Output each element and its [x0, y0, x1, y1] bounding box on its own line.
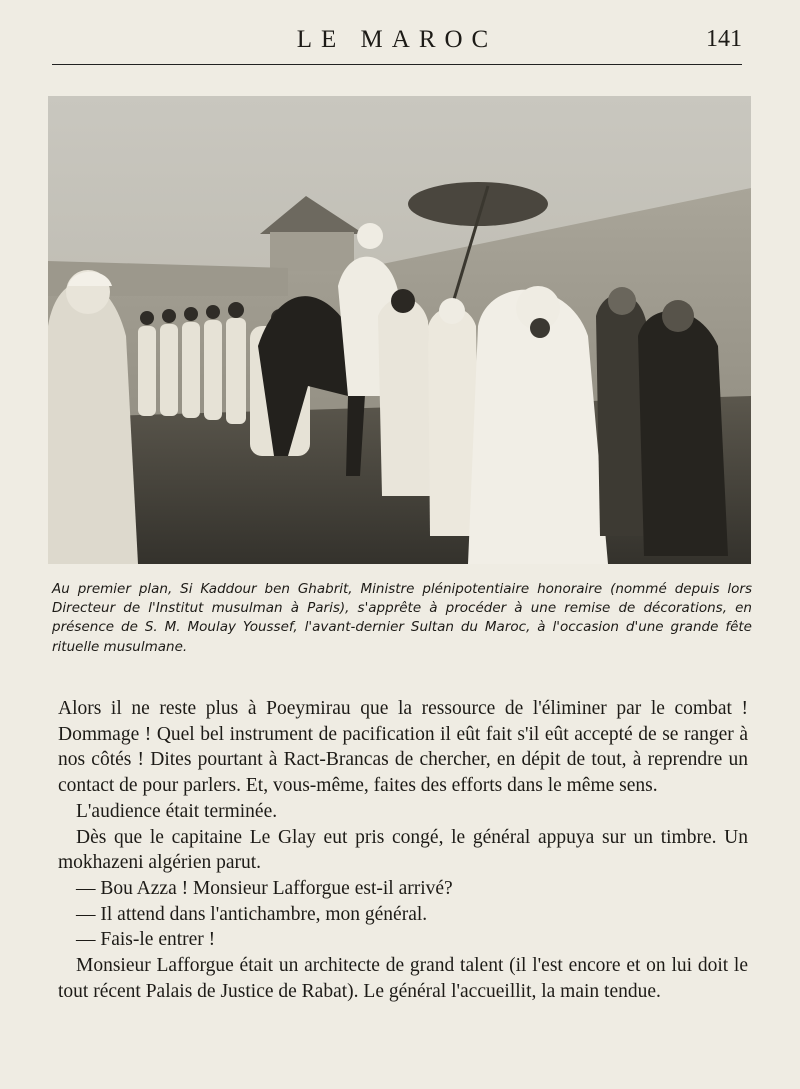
paragraph: Monsieur Lafforgue était un architecte de grand talent (il l'est encore et on lui doit le tout récent Palais de Justice de Rabat). Le général l'accueillit, la main tendue.: [58, 955, 748, 1002]
ceremony-photo-illustration: [48, 96, 751, 564]
running-title: LE MAROC: [296, 26, 498, 53]
body-text: [58, 696, 748, 1004]
paragraph: Alors il ne reste plus à Poeymirau que la ressource de l'éliminer par le combat ! Dommage ! Quel bel instrument de pacification il eût fait s'il eût accepté de se ranger à nos côtés ! Dites pourtant à Ract-Brancas de chercher, en dépit de tout, à reprendre un contact de pour parlers. Et, vous-même, faites des efforts dans le même sens.: [58, 698, 748, 797]
dialogue-line: — Bou Azza ! Monsieur Lafforgue est-il arrivé?: [76, 877, 453, 899]
photo-caption: Au premier plan, Si Kaddour ben Ghabrit, Ministre plénipotentiaire honoraire (nommé depuis lors Directeur de l'Institut musulman à Paris), s'apprête à procéder à une remise de décorations, en présence de S. M. Moulay Youssef, l'avant-dernier Sultan du Maroc, à l'occasion d'une grande fête rituelle musulmane.: [52, 581, 752, 655]
page-number: 141: [706, 26, 742, 52]
dialogue-line: — Fais-le entrer !: [76, 929, 216, 951]
paragraph: Dès que le capitaine Le Glay eut pris congé, le général appuya sur un timbre. Un mokhazeni algérien parut.: [58, 826, 748, 874]
paragraph: L'audience était terminée.: [76, 800, 278, 822]
running-header: [52, 24, 742, 65]
dialogue-line: — Il attend dans l'antichambre, mon général.: [76, 903, 428, 925]
ceremony-photograph: [48, 96, 751, 564]
